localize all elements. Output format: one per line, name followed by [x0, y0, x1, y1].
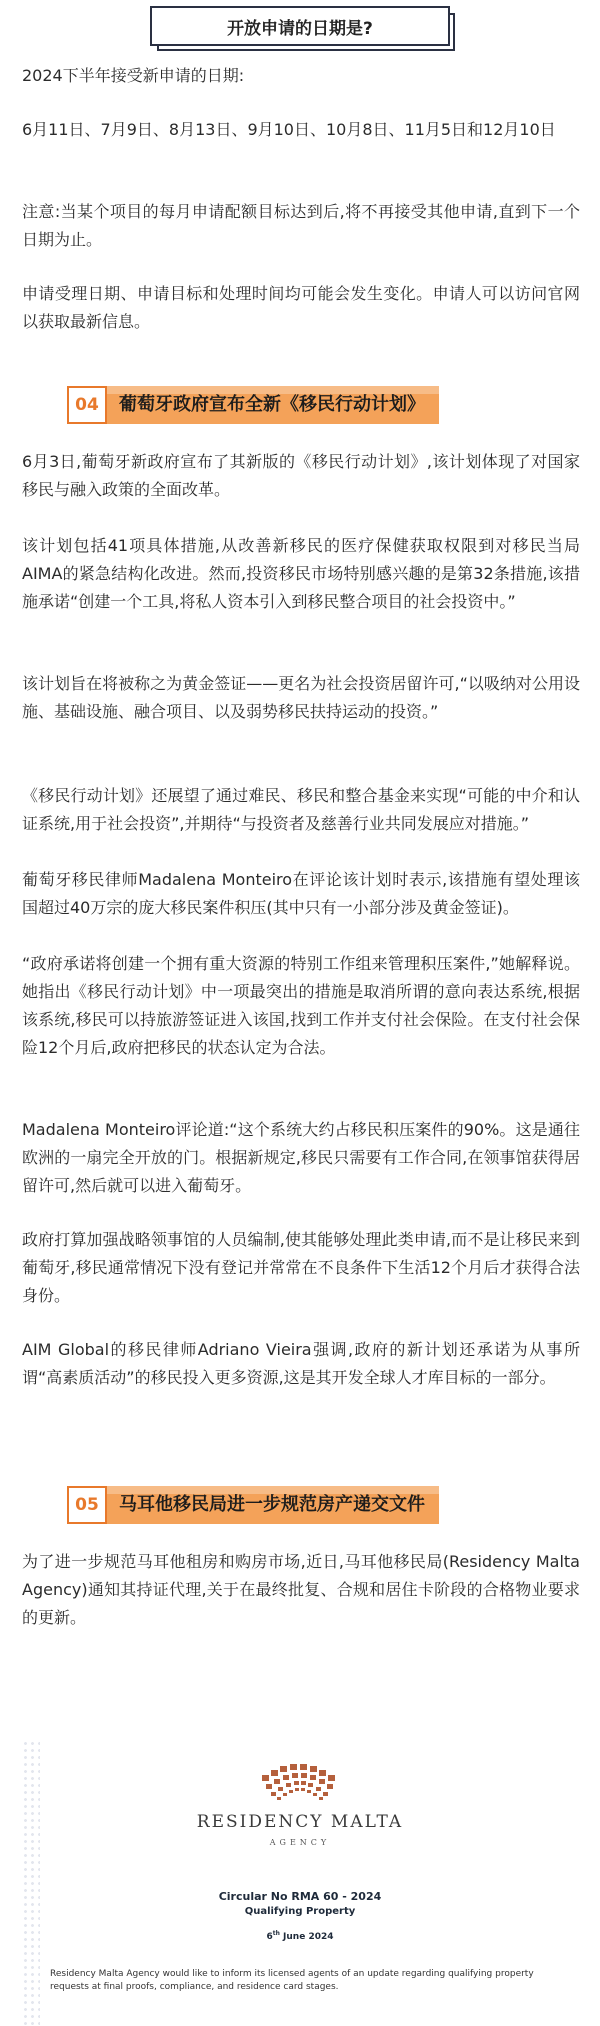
- circular-number: Circular No RMA 60 - 2024: [218, 1890, 382, 1903]
- section-04-heading: [67, 384, 439, 426]
- section-04-paragraph: 《移民行动计划》还展望了通过难民、移民和整合基金来实现“可能的中介和认证系统,用于社会投资”,并期待“与投资者及慈善行业共同发展应对措施。”: [22, 786, 580, 833]
- dot-pattern-decoration: [22, 1740, 40, 2026]
- section-05-number: 05: [67, 1486, 107, 1524]
- residency-malta-logo-icon: [245, 1762, 355, 1806]
- circular-date: [22, 1930, 578, 1942]
- section-04-paragraph: AIM Global的移民律师Adriano Vieira强调,政府的新计划还承诺为从事所谓“高素质活动”的移民投入更多资源,这是其开发全球人才库目标的一部分。: [22, 1340, 580, 1387]
- section-04-paragraph: 葡萄牙移民律师Madalena Monteiro在评论该计划时表示,该措施有望处理该国超过40万宗的庞大移民案件积压(其中只有一小部分涉及黄金签证)。: [22, 870, 580, 917]
- section-05-paragraph: 为了进一步规范马耳他租房和购房市场,近日,马耳他移民局(Residency Malta Agency)通知其持证代理,关于在最终批复、合规和居住卡阶段的合格物业要求的更新。: [22, 1552, 580, 1627]
- section-04-paragraph: “政府承诺将创建一个拥有重大资源的特别工作组来管理积压案件,”她解释说。她指出《移民行动计划》中一项最突出的措施是取消所谓的意向表达系统,根据该系统,移民可以持旅游签证进入该国,找到工作并支付社会保险。在支付社会保险12个月后,政府把移民的状态认定为合法。: [22, 954, 580, 1057]
- section-04-paragraph: 该计划旨在将被称之为黄金签证——更名为社会投资居留许可,“以吸纳对公用设施、基础设施、融合项目、以及弱势移民扶持运动的投资。”: [22, 674, 580, 721]
- circular-date-rest: June 2024: [279, 1932, 334, 1942]
- circular-subject: Qualifying Property: [244, 1906, 356, 1917]
- circular-date-suffix: th: [272, 1930, 280, 1937]
- circular-body-text: Residency Malta Agency would like to inform its licensed agents of an update regarding qualifying property requests at final proofs, compliance, and residence card stages.: [50, 1969, 534, 1992]
- section-04-paragraph: 该计划包括41项具体措施,从改善新移民的医疗保健获取权限到对移民当局AIMA的紧急结构化改进。然而,投资移民市场特别感兴趣的是第32条措施,该措施承诺“创建一个工具,将私人资本引入到移民整合项目的社会投资中。”: [22, 536, 580, 611]
- circular-date-day: 6: [266, 1932, 273, 1942]
- section-05-heading: [67, 1484, 439, 1526]
- section-04-paragraph: 政府打算加强战略领事馆的人员编制,使其能够处理此类申请,而不是让移民来到葡萄牙,移民通常情况下没有登记并常常在不良条件下生活12个月后才获得合法身份。: [22, 1230, 580, 1305]
- intro-disclaimer: 申请受理日期、申请目标和处理时间均可能会发生变化。申请人可以访问官网以获取最新信息。: [22, 284, 580, 331]
- section-04-paragraph: Madalena Monteiro评论道:“这个系统大约占移民积压案件的90%。这是通往欧洲的一扇完全开放的门。根据新规定,移民只需要有工作合同,在领事馆获得居留许可,然后就可以进入葡萄牙。: [22, 1120, 580, 1195]
- section-05-title: 马耳他移民局进一步规范房产递交文件: [105, 1486, 439, 1524]
- section-04-title: 葡萄牙政府宣布全新《移民行动计划》: [105, 386, 439, 424]
- intro-dates-label: 2024下半年接受新申请的日期:: [22, 66, 245, 85]
- section-04-paragraph: 6月3日,葡萄牙新政府宣布了其新版的《移民行动计划》,该计划体现了对国家移民与融入政策的全面改革。: [22, 452, 580, 499]
- question-title-box: [150, 6, 450, 46]
- logo-subtitle: AGENCY: [269, 1838, 331, 1847]
- intro-dates-list: 6月11日、7月9日、8月13日、9月10日、10月8日、11月5日和12月10日: [22, 120, 556, 139]
- logo-wordmark: RESIDENCY MALTA: [196, 1812, 404, 1832]
- question-title: 开放申请的日期是?: [227, 18, 373, 39]
- intro-note: 注意:当某个项目的每月申请配额目标达到后,将不再接受其他申请,直到下一个日期为止。: [22, 202, 580, 249]
- circular-preview-image: [22, 1740, 578, 2026]
- section-04-number: 04: [67, 386, 107, 424]
